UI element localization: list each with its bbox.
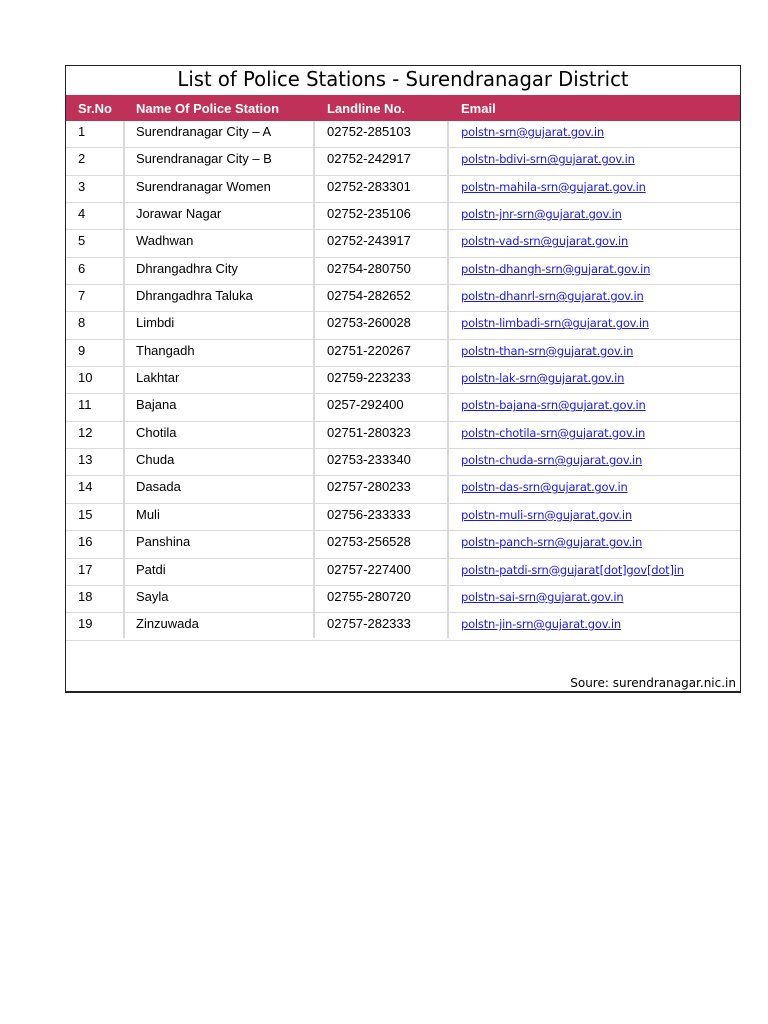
row-landline: 02757-227400: [327, 561, 411, 577]
row-sr-no: 7: [78, 288, 86, 304]
row-station-name: Surendranagar City – A: [136, 124, 272, 139]
table-row: [66, 312, 740, 339]
table-row: [66, 340, 740, 367]
row-station-name: Lakhtar: [136, 370, 180, 386]
table-row: [66, 121, 740, 148]
row-email-link[interactable]: polstn-bajana-srn@gujarat.gov.in: [461, 398, 646, 413]
row-sr-no: 12: [78, 424, 93, 440]
row-email-link[interactable]: polstn-panch-srn@gujarat.gov.in: [461, 535, 643, 550]
row-landline: 02753-233340: [327, 452, 411, 468]
row-station-name: Thangadh: [136, 342, 195, 358]
row-landline: 02752-242917: [327, 151, 411, 167]
row-sr-no: 1: [78, 124, 86, 139]
row-landline: 0257-292400: [327, 397, 404, 413]
row-sr-no: 11: [78, 397, 92, 413]
row-email-link[interactable]: polstn-mahila-srn@gujarat.gov.in: [461, 179, 646, 194]
table-row: [66, 613, 740, 640]
row-email-link[interactable]: polstn-srn@gujarat.gov.in: [461, 125, 604, 139]
row-landline: 02753-260028: [327, 315, 411, 331]
row-email-link[interactable]: polstn-lak-srn@gujarat.gov.in: [461, 371, 625, 386]
row-station-name: Wadhwan: [136, 233, 194, 249]
table-row: [66, 586, 740, 613]
row-sr-no: 19: [78, 616, 93, 632]
row-station-name: Chotila: [136, 424, 177, 440]
row-landline: 02751-280323: [327, 424, 411, 440]
row-sr-no: 15: [78, 506, 93, 522]
table-row: [66, 148, 740, 175]
table-row: [66, 394, 740, 421]
table-row: [66, 285, 740, 312]
table-header: [66, 95, 740, 121]
row-station-name: Bajana: [136, 397, 177, 413]
row-landline: 02751-220267: [327, 342, 411, 358]
row-station-name: Sayla: [136, 588, 169, 604]
row-landline: 02754-282652: [327, 288, 411, 304]
row-sr-no: 5: [78, 233, 86, 249]
row-landline: 02755-280720: [327, 588, 411, 604]
row-station-name: Zinzuwada: [136, 616, 199, 632]
row-sr-no: 14: [78, 479, 93, 495]
table-row: [66, 504, 740, 531]
page-title: List of Police Stations - Surendranagar District: [177, 67, 629, 91]
police-station-table: [65, 65, 741, 693]
row-station-name: Surendranagar Women: [136, 178, 271, 194]
row-landline: 02752-285103: [327, 124, 411, 139]
table-row: [66, 203, 740, 230]
row-email-link[interactable]: polstn-patdi-srn@gujarat[dot]gov[dot]in: [461, 562, 684, 577]
row-sr-no: 4: [78, 206, 86, 222]
row-station-name: Patdi: [136, 561, 166, 577]
header-sr-no: Sr.No: [78, 101, 112, 116]
row-email-link[interactable]: polstn-chotila-srn@gujarat.gov.in: [461, 425, 646, 440]
row-sr-no: 9: [78, 342, 86, 358]
row-landline: 02752-283301: [327, 178, 411, 194]
row-sr-no: 8: [78, 315, 86, 331]
row-landline: 02753-256528: [327, 534, 411, 550]
table-row: [66, 258, 740, 285]
row-landline: 02756-233333: [327, 506, 411, 522]
row-landline: 02754-280750: [327, 260, 411, 276]
row-station-name: Dasada: [136, 479, 181, 495]
row-sr-no: 10: [78, 370, 93, 386]
row-station-name: Jorawar Nagar: [136, 206, 222, 222]
row-email-link[interactable]: polstn-dhangh-srn@gujarat.gov.in: [461, 261, 651, 276]
table-row: [66, 367, 740, 394]
table-row: [66, 476, 740, 503]
row-email-link[interactable]: polstn-limbadi-srn@gujarat.gov.in: [461, 316, 649, 331]
row-sr-no: 13: [78, 452, 93, 468]
table-row: [66, 422, 740, 449]
header-email: Email: [461, 101, 496, 116]
source-note: Soure: surendranagar.nic.in: [570, 676, 736, 690]
row-email-link[interactable]: polstn-das-srn@gujarat.gov.in: [461, 480, 628, 495]
row-sr-no: 17: [78, 561, 93, 577]
row-sr-no: 18: [78, 588, 93, 604]
header-landline: Landline No.: [327, 101, 405, 116]
row-email-link[interactable]: polstn-muli-srn@gujarat.gov.in: [461, 507, 632, 522]
table-row: [66, 449, 740, 476]
row-station-name: Dhrangadhra Taluka: [136, 288, 253, 304]
row-email-link[interactable]: polstn-vad-srn@gujarat.gov.in: [461, 234, 629, 249]
row-email-link[interactable]: polstn-jin-srn@gujarat.gov.in: [461, 617, 621, 632]
row-sr-no: 16: [78, 534, 93, 550]
row-sr-no: 6: [78, 260, 86, 276]
row-email-link[interactable]: polstn-bdivi-srn@gujarat.gov.in: [461, 152, 635, 167]
header-name: Name Of Police Station: [136, 101, 280, 116]
row-landline: 02752-243917: [327, 233, 411, 249]
row-email-link[interactable]: polstn-than-srn@gujarat.gov.in: [461, 343, 634, 358]
table-row: [66, 230, 740, 257]
table-row: [66, 559, 740, 586]
row-email-link[interactable]: polstn-dhanrl-srn@gujarat.gov.in: [461, 289, 644, 304]
table-row: [66, 176, 740, 203]
row-station-name: Panshina: [136, 534, 191, 550]
row-sr-no: 2: [78, 151, 86, 167]
table-row: [66, 531, 740, 558]
row-station-name: Muli: [136, 506, 160, 522]
row-station-name: Limbdi: [136, 315, 175, 331]
row-sr-no: 3: [78, 178, 86, 194]
row-station-name: Surendranagar City – B: [136, 151, 272, 167]
table-body: [66, 121, 740, 641]
row-landline: 02759-223233: [327, 370, 411, 386]
row-landline: 02757-280233: [327, 479, 411, 495]
row-station-name: Dhrangadhra City: [136, 260, 238, 276]
row-email-link[interactable]: polstn-jnr-srn@gujarat.gov.in: [461, 207, 622, 222]
row-email-link[interactable]: polstn-sai-srn@gujarat.gov.in: [461, 589, 624, 604]
row-station-name: Chuda: [136, 452, 175, 468]
row-email-link[interactable]: polstn-chuda-srn@gujarat.gov.in: [461, 453, 643, 468]
row-landline: 02752-235106: [327, 206, 411, 222]
row-landline: 02757-282333: [327, 616, 411, 632]
